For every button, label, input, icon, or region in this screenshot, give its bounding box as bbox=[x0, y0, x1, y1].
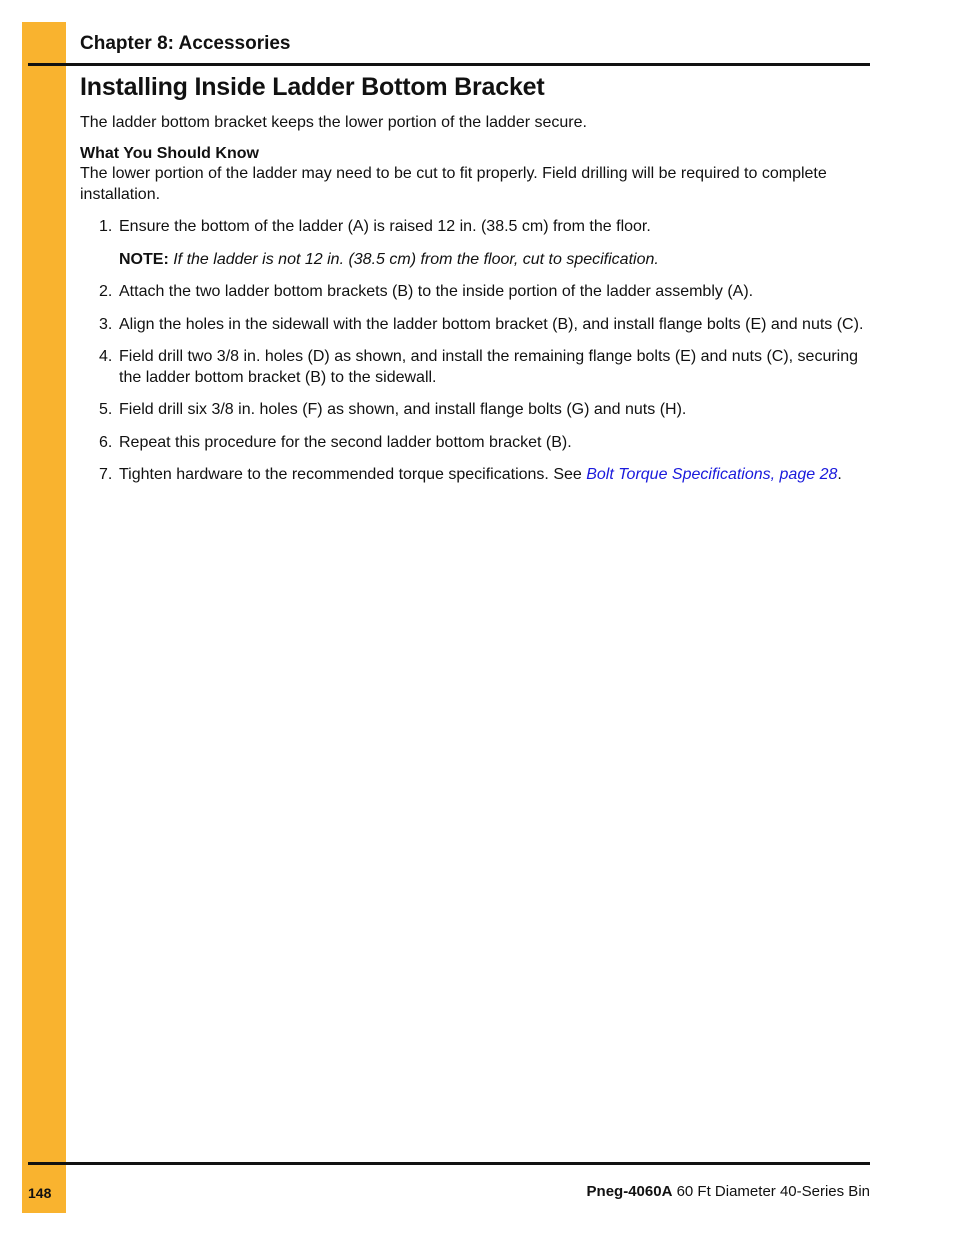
step-text: Ensure the bottom of the ladder (A) is raised 12 in. (38.5 cm) from the floor. bbox=[119, 218, 651, 235]
page-number: 148 bbox=[28, 1185, 52, 1201]
step-5 bbox=[80, 400, 870, 421]
step-text: Repeat this procedure for the second ladder bottom bracket (B). bbox=[119, 433, 572, 451]
step-2 bbox=[80, 282, 870, 303]
step-number: 3. bbox=[99, 315, 113, 333]
intro-paragraph: The ladder bottom bracket keeps the lower portion of the ladder secure. bbox=[80, 114, 587, 131]
accent-side-bar bbox=[22, 22, 66, 1213]
header-rule bbox=[28, 63, 870, 66]
note-label: NOTE: bbox=[119, 250, 169, 268]
step-note bbox=[119, 250, 870, 271]
step-text: Field drill two 3/8 in. holes (D) as shown, and install the remaining flange bolts (E) and nuts (C), securing the ladder bottom bracket (B) to the sidewall. bbox=[119, 348, 859, 386]
footer-document-title bbox=[587, 1183, 870, 1201]
step-number: 7. bbox=[99, 466, 113, 483]
document-name: 60 Ft Diameter 40-Series Bin bbox=[676, 1183, 870, 1200]
step-number: 2. bbox=[99, 283, 113, 300]
procedure-steps bbox=[80, 217, 870, 486]
footer-rule bbox=[28, 1162, 870, 1165]
step-7 bbox=[80, 465, 870, 486]
step-number: 5. bbox=[99, 401, 113, 418]
step-text: Field drill six 3/8 in. holes (F) as shown, and install flange bolts (G) and nuts (H). bbox=[119, 401, 687, 418]
chapter-header: Chapter 8: Accessories bbox=[80, 33, 291, 54]
note-text: If the ladder is not 12 in. (38.5 cm) from the floor, cut to specification. bbox=[173, 250, 659, 268]
what-you-should-know-heading: What You Should Know bbox=[80, 144, 259, 162]
step-1 bbox=[80, 217, 870, 270]
step-text: Tighten hardware to the recommended torque specifications. See bbox=[119, 466, 587, 483]
step-text: Attach the two ladder bottom brackets (B) to the inside portion of the ladder assembly (A). bbox=[119, 283, 754, 300]
step-number: 1. bbox=[99, 218, 113, 235]
step-6 bbox=[80, 433, 870, 454]
document-id: Pneg-4060A bbox=[586, 1183, 673, 1200]
what-you-should-know-text: The lower portion of the ladder may need to be cut to fit properly. Field drilling will be required to complete installation. bbox=[80, 165, 827, 203]
step-3 bbox=[80, 315, 870, 336]
bolt-torque-link[interactable]: Bolt Torque Specifications, page 28 bbox=[586, 466, 838, 483]
step-number: 4. bbox=[99, 348, 113, 365]
page-title: Installing Inside Ladder Bottom Bracket bbox=[80, 73, 545, 101]
page-content bbox=[80, 70, 870, 498]
step-4 bbox=[80, 347, 870, 388]
step-text-end: . bbox=[837, 466, 842, 483]
step-number: 6. bbox=[99, 433, 113, 451]
step-text: Align the holes in the sidewall with the ladder bottom bracket (B), and install flange bolts (E) and nuts (C). bbox=[119, 315, 864, 333]
